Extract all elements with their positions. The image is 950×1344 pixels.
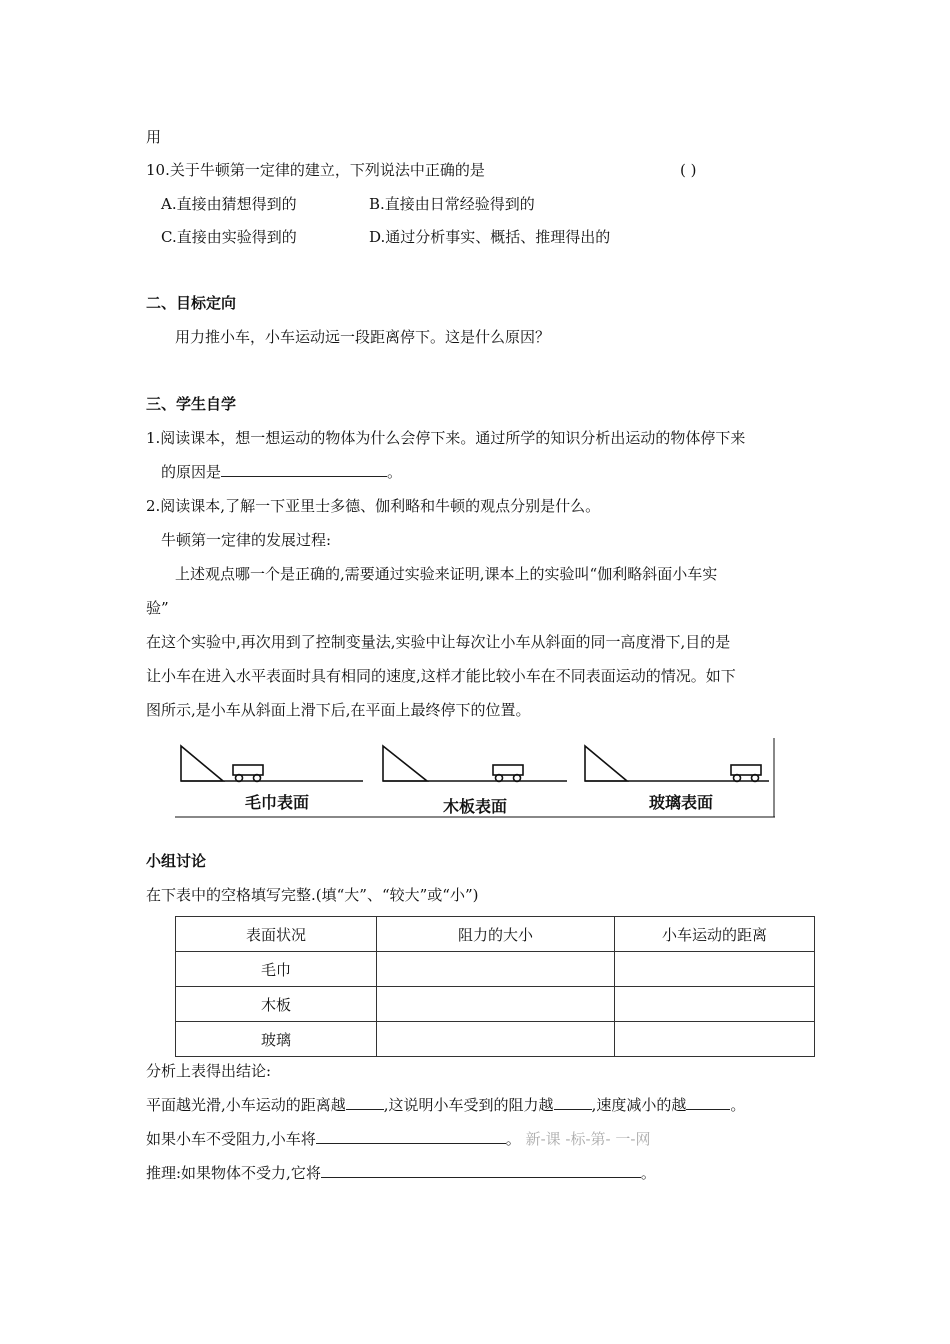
- q10-stem: 10.关于牛顿第一定律的建立，下列说法中正确的是: [146, 161, 485, 179]
- label-glass-surface: 玻璃表面: [649, 793, 714, 812]
- c3-text-b: 。: [640, 1164, 656, 1182]
- c1-text-d: 。: [730, 1096, 746, 1114]
- incline-experiment-figure: [175, 738, 775, 818]
- surface-resistance-table: [175, 916, 815, 1057]
- cell-surface: 玻璃: [176, 1022, 377, 1057]
- header-distance: 小车运动的距离: [615, 917, 815, 952]
- item1-suffix: 。: [387, 463, 403, 481]
- para1-line2: 验”: [146, 599, 169, 617]
- watermark-text: 新-课 -标-第- 一-网: [525, 1130, 651, 1148]
- section3-heading: 三、学生自学: [146, 395, 237, 413]
- cell-surface: 毛巾: [176, 952, 377, 987]
- section2-heading: 二、目标定向: [146, 294, 237, 312]
- cell-distance-input[interactable]: [615, 952, 815, 987]
- discussion-instruction: 在下表中的空格填写完整.(填“大”、“较大”或“小”): [146, 886, 479, 904]
- q10-answer-paren: ( ): [680, 161, 697, 179]
- newton-process-label: 牛顿第一定律的发展过程:: [161, 531, 332, 549]
- cart-glass: [731, 765, 761, 775]
- answer-blank-speed[interactable]: [686, 1095, 730, 1110]
- cell-surface: 木板: [176, 987, 377, 1022]
- cell-resistance-input[interactable]: [377, 987, 615, 1022]
- header-resistance: 阻力的大小: [377, 917, 615, 952]
- para2-line1: 在这个实验中,再次用到了控制变量法,实验中让每次让小车从斜面的同一高度滑下,目的是: [146, 633, 731, 651]
- answer-blank-reason[interactable]: [221, 462, 387, 477]
- c1-text-c: ,速度减小的越: [591, 1096, 687, 1114]
- section3-item1-line1: 1.阅读课本，想一想运动的物体为什么会停下来。通过所学的知识分析出运动的物体停下来: [146, 429, 746, 447]
- answer-blank-distance[interactable]: [346, 1095, 384, 1110]
- table-row: [176, 1022, 815, 1057]
- conclusion-line3: [146, 1163, 656, 1183]
- conclusion-line1: [146, 1095, 745, 1115]
- c1-text-b: ,这说明小车受到的阻力越: [383, 1096, 554, 1114]
- c1-text-a: 平面越光滑,小车运动的距离越: [146, 1096, 346, 1114]
- q10-option-c: C.直接由实验得到的: [161, 228, 297, 246]
- para1-line1: 上述观点哪一个是正确的,需要通过实验来证明,课本上的实验叫“伽利略斜面小车实: [175, 565, 718, 583]
- cart-wood: [493, 765, 523, 775]
- para2-line3: 图所示,是小车从斜面上滑下后,在平面上最终停下的位置。: [146, 701, 531, 719]
- table-header-row: [176, 917, 815, 952]
- q10-option-b: B.直接由日常经验得到的: [369, 195, 535, 213]
- answer-blank-resistance[interactable]: [554, 1095, 592, 1110]
- cell-resistance-input[interactable]: [377, 1022, 615, 1057]
- section2-text: 用力推小车，小车运动远一段距离停下。这是什么原因？: [175, 328, 551, 346]
- answer-blank-no-resistance[interactable]: [316, 1129, 506, 1144]
- cell-distance-input[interactable]: [615, 987, 815, 1022]
- q10-option-a: A.直接由猜想得到的: [161, 195, 297, 213]
- para2-line2: 让小车在进入水平表面时具有相同的速度,这样才能比较小车在不同表面运动的情况。如下: [146, 667, 736, 685]
- discussion-heading: 小组讨论: [146, 852, 207, 870]
- label-towel-surface: 毛巾表面: [245, 793, 310, 812]
- cell-resistance-input[interactable]: [377, 952, 615, 987]
- section3-item2: 2.阅读课本,了解一下亚里士多德、伽利略和牛顿的观点分别是什么。: [146, 497, 601, 515]
- c2-text-a: 如果小车不受阻力,小车将: [146, 1130, 316, 1148]
- header-surface: 表面状况: [176, 917, 377, 952]
- cell-distance-input[interactable]: [615, 1022, 815, 1057]
- top-fragment: 用: [146, 128, 162, 146]
- answer-blank-inference[interactable]: [321, 1163, 641, 1178]
- analysis-label: 分析上表得出结论:: [146, 1062, 272, 1080]
- cart-towel: [233, 765, 263, 775]
- section3-item1-line2: [161, 462, 402, 482]
- table-row: [176, 987, 815, 1022]
- item1-prefix: 的原因是: [161, 463, 222, 481]
- q10-option-d: D.通过分析事实、概括、推理得出的: [369, 228, 611, 246]
- table-row: [176, 952, 815, 987]
- label-wood-surface: 木板表面: [443, 797, 508, 816]
- conclusion-line2: [146, 1129, 650, 1149]
- c3-text-a: 推理:如果物体不受力,它将: [146, 1164, 321, 1182]
- c2-text-b: 。: [505, 1130, 521, 1148]
